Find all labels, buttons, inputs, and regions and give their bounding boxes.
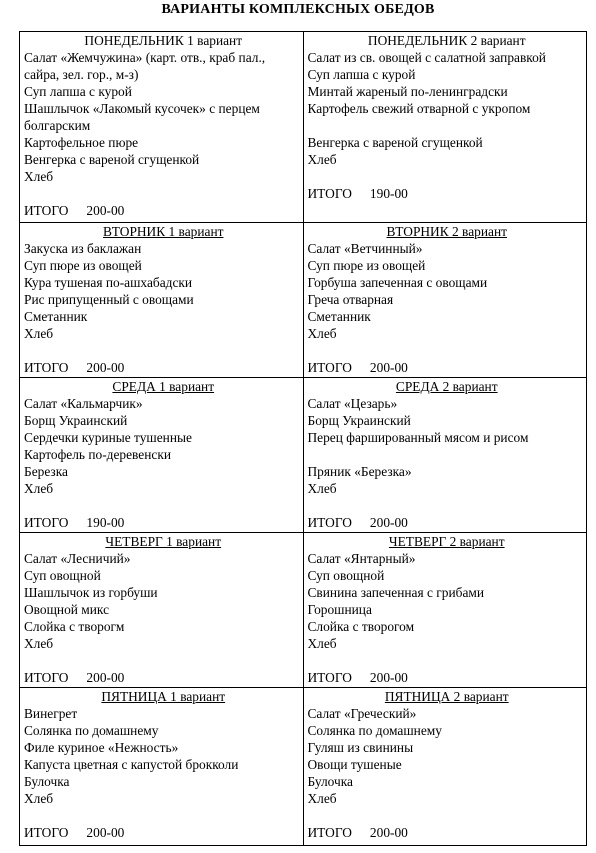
menu-item: Суп лапша с курой — [24, 84, 132, 99]
variant-header — [24, 32, 303, 49]
menu-item: Салат «Греческий» — [307, 706, 417, 721]
total-price: 200-00 — [369, 515, 408, 530]
menu-item — [308, 342, 587, 359]
total-row — [308, 359, 587, 376]
variant-header-text: ПЯТНИЦА 2 вариант — [384, 689, 509, 704]
total-row — [24, 359, 303, 376]
menu-item — [24, 342, 303, 359]
menu-item: Овощной микс — [24, 602, 110, 617]
menu-item: Борщ Украинский — [24, 413, 128, 428]
day-row-thursday — [20, 533, 587, 688]
menu-item: Картофельное пюре — [24, 135, 139, 150]
menu-table-body — [20, 32, 587, 846]
total-price: 190-00 — [86, 515, 125, 530]
menu-item — [308, 652, 587, 669]
menu-item: Солянка по домашнему — [24, 723, 159, 738]
total-price: 190-00 — [369, 186, 408, 201]
variant-header — [24, 533, 303, 550]
total-price: 200-00 — [86, 825, 125, 840]
menu-item — [24, 807, 303, 824]
variant-header — [308, 378, 587, 395]
menu-item: Борщ Украинский — [307, 413, 411, 428]
menu-table — [19, 31, 587, 846]
menu-cell-monday-variant-1 — [20, 32, 304, 223]
menu-item — [24, 652, 303, 669]
variant-header-text: ЧЕТВЕРГ 1 вариант — [105, 534, 222, 549]
total-row — [24, 514, 303, 531]
menu-item — [308, 168, 587, 185]
variant-header-text: ВТОРНИК 1 вариант — [103, 224, 224, 239]
total-price: 200-00 — [369, 360, 408, 375]
menu-item: Венгерка с вареной сгущенкой — [24, 152, 200, 167]
menu-item: Суп пюре из овощей — [307, 258, 426, 273]
menu-item: Сердечки куриные тушенные — [24, 430, 192, 445]
menu-item: Салат «Ветчинный» — [307, 241, 423, 256]
menu-item: Суп овощной — [307, 568, 385, 583]
menu-cell-tuesday-variant-1 — [20, 223, 304, 378]
total-label: ИТОГО — [24, 203, 69, 218]
menu-item: Хлеб — [307, 481, 337, 496]
menu-cell-thursday-variant-2 — [303, 533, 587, 688]
menu-cell-friday-variant-2 — [303, 688, 587, 846]
menu-cell-thursday-variant-1 — [20, 533, 304, 688]
day-row-tuesday — [20, 223, 587, 378]
total-label: ИТОГО — [307, 515, 352, 530]
variant-header — [308, 223, 587, 240]
menu-item: Солянка по домашнему — [307, 723, 442, 738]
variant-header-text: СРЕДА 1 вариант — [112, 379, 215, 394]
total-price: 200-00 — [86, 203, 125, 218]
total-label: ИТОГО — [24, 515, 69, 530]
total-label: ИТОГО — [307, 670, 352, 685]
menu-item: Рис припущенный с овощами — [24, 292, 194, 307]
menu-item: Филе куриное «Нежность» — [24, 740, 179, 755]
menu-item: Слойка с творогом — [307, 619, 415, 634]
day-row-monday — [20, 32, 587, 223]
total-label: ИТОГО — [24, 825, 69, 840]
menu-item: Шашлычок из горбуши — [24, 585, 158, 600]
total-label: ИТОГО — [307, 186, 352, 201]
menu-item: Греча отварная — [307, 292, 394, 307]
menu-cell-monday-variant-2 — [303, 32, 587, 223]
menu-item — [308, 497, 587, 514]
menu-item: Сметанник — [24, 309, 88, 324]
total-price: 200-00 — [369, 825, 408, 840]
menu-item: Салат «Янтарный» — [307, 551, 416, 566]
menu-item: Хлеб — [307, 326, 337, 341]
menu-item: Суп овощной — [24, 568, 101, 583]
menu-cell-friday-variant-1 — [20, 688, 304, 846]
menu-cell-wednesday-variant-2 — [303, 378, 587, 533]
menu-item: Салат «Цезарь» — [307, 396, 398, 411]
variant-header-text: ПОНЕДЕЛЬНИК 2 вариант — [367, 33, 526, 48]
total-row — [24, 824, 303, 841]
variant-header-text: ПЯТНИЦА 1 вариант — [101, 689, 226, 704]
menu-item: Минтай жареный по-ленинградски — [307, 84, 508, 99]
menu-item — [308, 117, 587, 134]
menu-item: Сметанник — [307, 309, 371, 324]
total-row — [308, 824, 587, 841]
total-row — [24, 202, 303, 219]
menu-item: Березка — [24, 464, 68, 479]
menu-item — [24, 497, 303, 514]
menu-item: Горошница — [307, 602, 372, 617]
variant-header-text: ВТОРНИК 2 вариант — [386, 224, 507, 239]
menu-item: Пряник «Березка» — [307, 464, 412, 479]
variant-header-text: ПОНЕДЕЛЬНИК 1 вариант — [84, 33, 243, 48]
menu-item: Картофель свежий отварной с укропом — [307, 101, 531, 116]
total-row — [308, 514, 587, 531]
total-label: ИТОГО — [307, 360, 352, 375]
menu-item: Суп лапша с курой — [307, 67, 416, 82]
menu-item: Винегрет — [24, 706, 78, 721]
menu-item: Хлеб — [24, 791, 54, 806]
variant-header — [308, 533, 587, 550]
variant-header — [24, 378, 303, 395]
menu-item: Картофель по-деревенски — [24, 447, 172, 462]
menu-item: Суп пюре из овощей — [24, 258, 142, 273]
menu-item: Салат из св. овощей с салатной заправкой — [307, 50, 546, 65]
variant-header-text: СРЕДА 2 вариант — [395, 379, 498, 394]
menu-cell-wednesday-variant-1 — [20, 378, 304, 533]
menu-item: Хлеб — [307, 152, 337, 167]
menu-item: Хлеб — [24, 636, 54, 651]
menu-item: Гуляш из свинины — [307, 740, 414, 755]
menu-item: Кура тушеная по-ашхабадски — [24, 275, 193, 290]
menu-item: Салат «Жемчужина» (карт. отв., краб пал., сайра, зел. гор., м-з) — [24, 50, 266, 82]
menu-item: Капуста цветная с капустой брокколи — [24, 757, 239, 772]
menu-item — [308, 446, 587, 463]
total-price: 200-00 — [369, 670, 408, 685]
menu-item: Шашлычок «Лакомый кусочек» с перцем болгарским — [24, 101, 260, 133]
total-label: ИТОГО — [24, 360, 69, 375]
variant-header — [24, 223, 303, 240]
menu-item: Булочка — [24, 774, 70, 789]
menu-item: Салат «Лесничий» — [24, 551, 131, 566]
menu-item: Овощи тушеные — [307, 757, 402, 772]
variant-header — [308, 32, 587, 49]
menu-item: Хлеб — [307, 636, 337, 651]
menu-item: Салат «Кальмарчик» — [24, 396, 143, 411]
menu-item: Венгерка с вареной сгущенкой — [307, 135, 483, 150]
menu-item — [308, 807, 587, 824]
menu-item: Булочка — [307, 774, 353, 789]
menu-item: Хлеб — [24, 169, 54, 184]
menu-item: Горбуша запеченная с овощами — [307, 275, 488, 290]
page-title: ВАРИАНТЫ КОМПЛЕКСНЫХ ОБЕДОВ — [161, 2, 435, 17]
day-row-friday — [20, 688, 587, 846]
menu-item: Закуска из баклажан — [24, 241, 142, 256]
menu-item: Хлеб — [24, 326, 54, 341]
menu-item: Свинина запеченная с грибами — [307, 585, 485, 600]
variant-header — [24, 688, 303, 705]
menu-item — [24, 185, 303, 202]
total-row — [308, 185, 587, 202]
menu-item: Слойка с творогм — [24, 619, 125, 634]
total-price: 200-00 — [86, 360, 125, 375]
total-price: 200-00 — [86, 670, 125, 685]
menu-item: Перец фаршированный мясом и рисом — [307, 430, 529, 445]
menu-item: Хлеб — [307, 791, 337, 806]
variant-header-text: ЧЕТВЕРГ 2 вариант — [388, 534, 505, 549]
menu-item: Хлеб — [24, 481, 54, 496]
total-row — [24, 669, 303, 686]
total-row — [308, 669, 587, 686]
menu-cell-tuesday-variant-2 — [303, 223, 587, 378]
day-row-wednesday — [20, 378, 587, 533]
total-label: ИТОГО — [24, 670, 69, 685]
variant-header — [308, 688, 587, 705]
total-label: ИТОГО — [307, 825, 352, 840]
